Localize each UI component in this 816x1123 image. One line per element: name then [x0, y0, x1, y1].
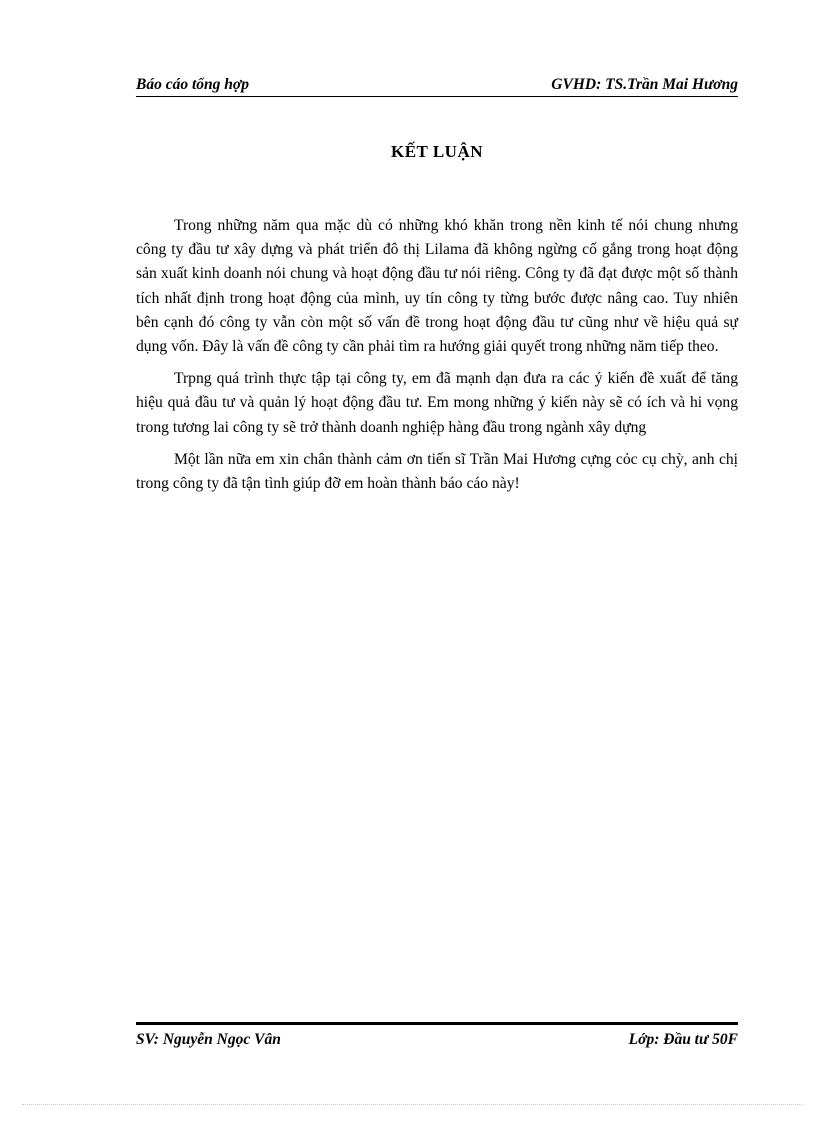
- header-advisor: GVHD: TS.Trần Mai Hương: [551, 76, 738, 93]
- page-header: [136, 74, 738, 97]
- paragraph-2: Trpng quá trình thực tập tại công ty, em đã mạnh dạn đưa ra các ý kiến đề xuất để tăng hiệu quả đầu tư và quản lý hoạt động đầu tư. Em mong những ý kiến này sẽ có ích và hi vọng trong tương lai công ty sẽ trở thành doanh nghiệp hàng đầu trong ngành xây dựng: [136, 370, 738, 436]
- conclusion-body: [136, 214, 738, 504]
- footer-student: SV: Nguyễn Ngọc Vân: [136, 1031, 281, 1048]
- footer-class: Lớp: Đầu tư 50F: [628, 1031, 738, 1048]
- page-bottom-divider: [22, 1104, 802, 1105]
- paragraph-1: Trong những năm qua mặc dù có những khó khăn trong nền kinh tế nói chung nhưng công ty đầu tư xây dựng và phát triển đô thị Lilama đã không ngừng cố gắng trong hoạt động sản xuất kinh doanh nói chung và hoạt động đầu tư nói riêng. Công ty đã đạt được một số thành tích nhất định trong hoạt động của mình, uy tín công ty từng bước được nâng cao. Tuy nhiên bên cạnh đó công ty vẫn còn một số vấn đề trong hoạt động đầu tư cũng như về hiệu quả sự dụng vốn. Đây là vấn đề công ty cần phải tìm ra hướng giải quyết trong những năm tiếp theo.: [136, 217, 738, 356]
- paragraph-3: Một lần nữa em xin chân thành cảm ơn tiến sĩ Trần Mai Hương cựng cỏc cụ chỳ, anh chị trong công ty đã tận tình giúp đỡ em hoàn thành báo cáo này!: [136, 450, 738, 493]
- page-title: KẾT LUẬN: [390, 142, 483, 161]
- page-footer: [136, 1022, 738, 1051]
- header-report-title: Báo cáo tổng hợp: [136, 76, 249, 93]
